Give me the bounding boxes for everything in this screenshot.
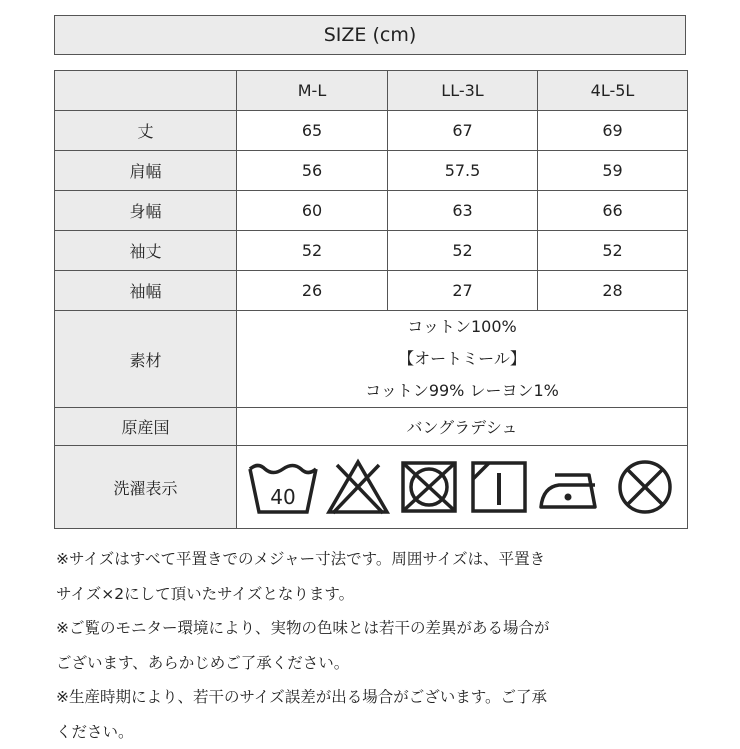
row-label: 袖丈 [55,231,237,271]
table-row [55,151,688,191]
table-cell: 60 [237,191,388,231]
care-label: 洗濯表示 [55,446,237,529]
origin-value: バングラデシュ [237,408,688,446]
table-row [55,111,688,151]
table-cell: 27 [388,271,538,311]
table-row [55,271,688,311]
care-cell [237,446,688,529]
row-label: 肩幅 [55,151,237,191]
origin-row [55,408,688,446]
table-cell: 66 [538,191,688,231]
care-icons [237,457,687,517]
table-cell: 52 [538,231,688,271]
table-cell: 67 [388,111,538,151]
no-tumble-dry-icon [397,457,461,517]
material-cell [237,311,688,408]
notes [56,542,686,749]
table-cell: 57.5 [388,151,538,191]
header-size-4l5l: 4L-5L [538,71,688,111]
table-cell: 69 [538,111,688,151]
header-empty-cell [55,71,237,111]
origin-label: 原産国 [55,408,237,446]
no-bleach-icon [325,457,391,517]
header-size-ll3l: LL-3L [388,71,538,111]
table-cell: 52 [388,231,538,271]
note-line: サイズ×2にして頂いたサイズとなります。 [56,577,686,612]
table-cell: 65 [237,111,388,151]
table-row [55,191,688,231]
note-line: ※生産時期により、若干のサイズ誤差が出る場合がございます。ご了承 [56,680,686,715]
table-cell: 52 [237,231,388,271]
table-cell: 26 [237,271,388,311]
table-cell: 59 [538,151,688,191]
note-line: ください。 [56,715,686,749]
note-line: ございます、あらかじめご了承ください。 [56,646,686,681]
row-label: 丈 [55,111,237,151]
note-line: ※サイズはすべて平置きでのメジャー寸法です。周囲サイズは、平置き [56,542,686,577]
material-line: 【オートミール】 [237,343,687,375]
care-row [55,446,688,529]
table-cell: 63 [388,191,538,231]
line-dry-icon [467,457,531,517]
note-line: ※ご覧のモニター環境により、実物の色味とは若干の差異がある場合が [56,611,686,646]
material-line: コットン99% レーヨン1% [237,375,687,407]
material-row [55,311,688,408]
size-table [54,70,688,529]
header-size-ml: M-L [237,71,388,111]
table-cell: 56 [237,151,388,191]
material-label: 素材 [55,311,237,408]
size-title [54,15,686,55]
row-label: 身幅 [55,191,237,231]
table-cell: 28 [538,271,688,311]
size-title-text: SIZE (cm) [324,24,417,46]
table-row [55,231,688,271]
wash-40-icon [247,457,319,517]
table-header-row [55,71,688,111]
material-line: コットン100% [237,311,687,343]
row-label: 袖幅 [55,271,237,311]
iron-low-icon [537,457,607,517]
svg-text:40: 40 [270,485,295,509]
no-dry-clean-icon [613,457,677,517]
